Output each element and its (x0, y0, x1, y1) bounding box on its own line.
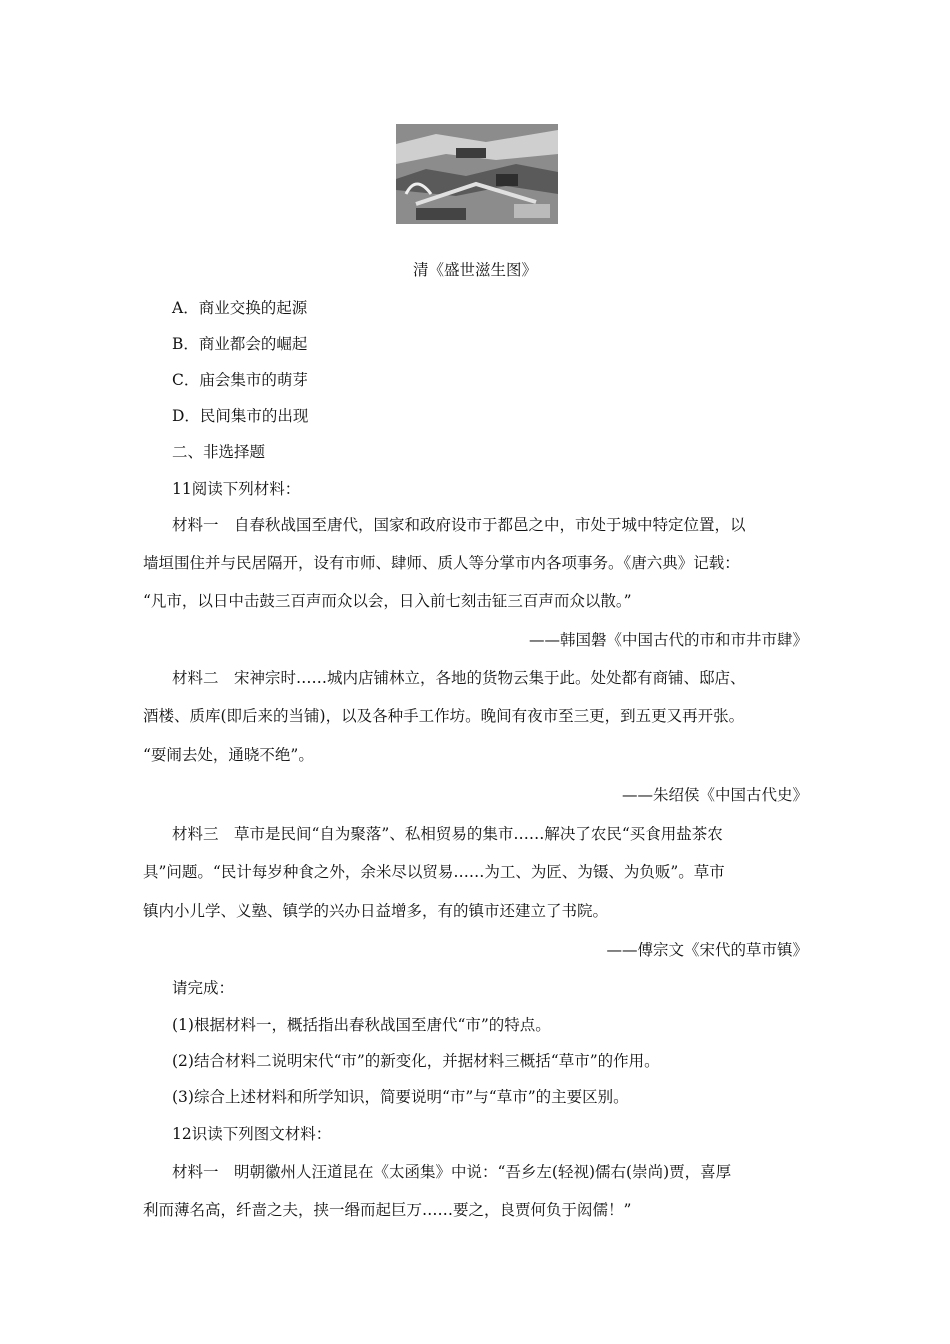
option-a: A．商业交换的起源 (172, 299, 308, 317)
material-3-line: 镇内小儿学、义塾、镇学的兴办日益增多，有的镇市还建立了书院。 (143, 902, 609, 920)
option-c: C．庙会集市的萌芽 (172, 371, 308, 389)
painting-image (396, 124, 558, 224)
material-2-line: 酒楼、质库(即后来的当铺)，以及各种手工作坊。晚间有夜市至三更，到五更又再开张。 (143, 707, 745, 725)
question-11-intro: 11阅读下列材料： (172, 480, 301, 498)
material-3-source: ——傅宗文《宋代的草市镇》 (606, 941, 808, 959)
material-1-line: 墙垣围住并与民居隔开，设有市师、肆师、质人等分掌市内各项事务。《唐六典》记载： (143, 554, 740, 572)
section-title: 二、非选择题 (172, 443, 266, 461)
material-2-line: 材料二 宋神宗时……城内店铺林立，各地的货物云集于此。处处都有商铺、邸店、 (172, 669, 746, 687)
figure-caption: 清《盛世滋生图》 (412, 261, 537, 279)
material-3-line: 具”问题。“民计每岁种食之外，余米尽以贸易……为工、为匠、为镊、为负贩”。草市 (143, 863, 725, 881)
material-3-line: 材料三 草市是民间“自为聚落”、私相贸易的集市……解决了农民“买食用盐茶农 (172, 825, 723, 843)
question-12-intro: 12识读下列图文材料： (172, 1125, 332, 1143)
material-1-source: ——韩国磐《中国古代的市和市井市肆》 (528, 631, 808, 649)
option-d: D．民间集市的出现 (172, 407, 309, 425)
material-2-source: ——朱绍侯《中国古代史》 (621, 786, 808, 804)
material-2-line: “耍闹去处，通晓不绝”。 (143, 746, 314, 764)
prompt-text: 请完成： (172, 979, 235, 997)
q12-material-1-line: 材料一 明朝徽州人汪道昆在《太函集》中说：“吾乡左(轻视)儒右(崇尚)贾，喜厚 (172, 1163, 732, 1181)
sub-question-3: (3)综合上述材料和所学知识，简要说明“市”与“草市”的主要区别。 (172, 1088, 629, 1106)
sub-question-2: (2)结合材料二说明宋代“市”的新变化，并据材料三概括“草市”的作用。 (172, 1052, 660, 1070)
material-1-line: “凡市，以日中击鼓三百声而众以会，日入前七刻击钲三百声而众以散。” (143, 592, 632, 610)
sub-question-1: (1)根据材料一，概括指出春秋战国至唐代“市”的特点。 (172, 1016, 551, 1034)
option-b: B．商业都会的崛起 (172, 335, 308, 353)
q12-material-1-line: 利而薄名高，纤啬之夫，挟一缗而起巨万……要之，良贾何负于闳儒！” (143, 1201, 632, 1219)
material-1-line: 材料一 自春秋战国至唐代，国家和政府设市于都邑之中，市处于城中特定位置，以 (172, 516, 746, 534)
